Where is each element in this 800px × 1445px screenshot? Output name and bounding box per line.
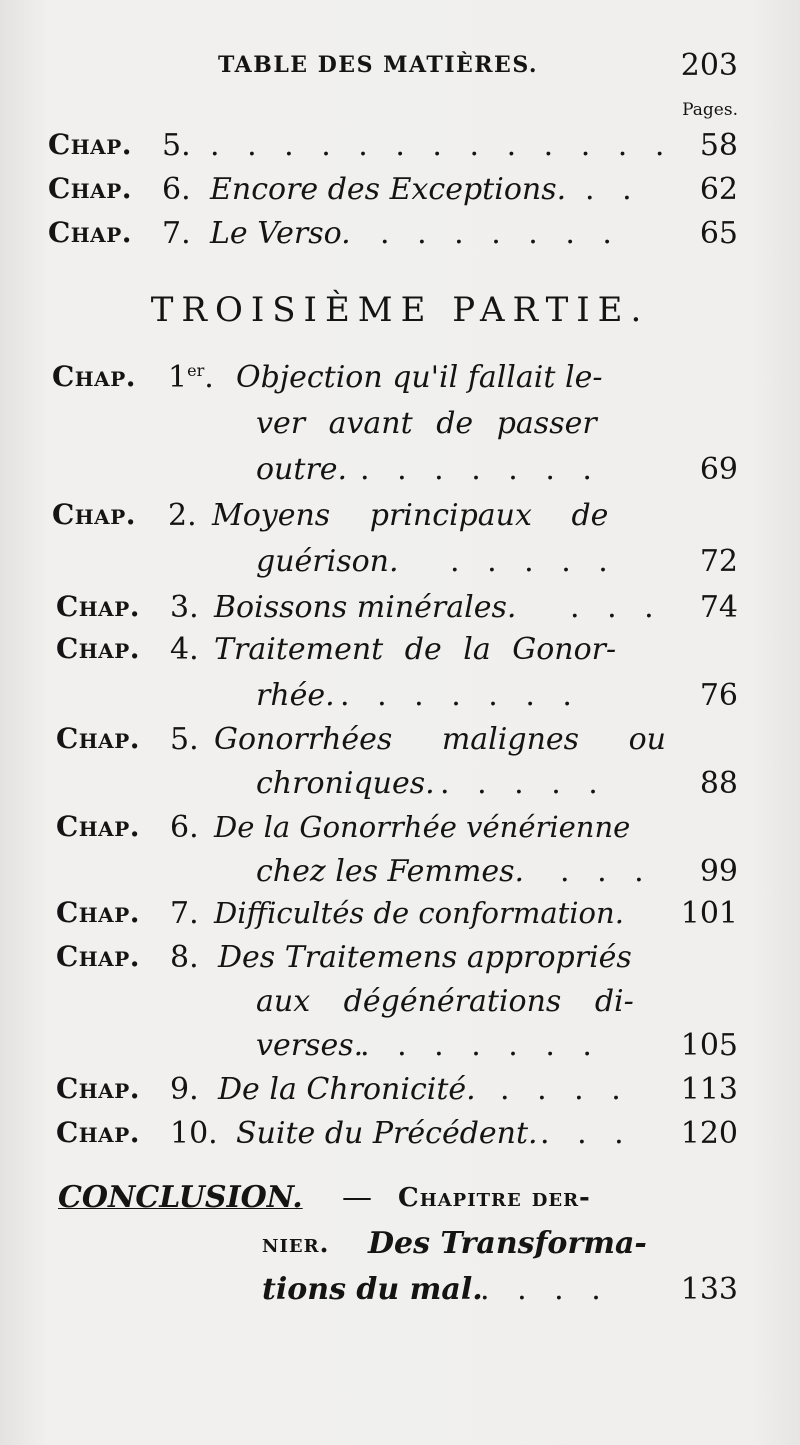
chap-number: 7.: [170, 896, 199, 931]
chap-number: 3.: [170, 590, 199, 625]
header-title: TABLE DES MATIÈRES.: [218, 52, 539, 78]
toc-entry: [0, 590, 800, 636]
chapitre-label: Chapitre der-: [398, 1183, 591, 1213]
chap-label: Chap.: [52, 498, 136, 531]
leader-dots: . . . . .: [450, 544, 617, 579]
toc-entry-cont: [0, 406, 800, 452]
entry-title: Des Transforma-: [368, 1226, 647, 1261]
leader-dots: . . . . . . .: [360, 1028, 601, 1063]
leader-dots: . . . . .: [440, 766, 607, 801]
chap-label: Chap.: [56, 896, 140, 929]
entry-title: Traitement de la Gonor-: [214, 632, 617, 667]
entry-page: 113: [680, 1072, 738, 1107]
toc-entry: [0, 940, 800, 986]
chapitre-label: nier.: [262, 1229, 330, 1259]
chap-label: Chap.: [48, 128, 132, 161]
entry-page: 65: [699, 216, 738, 251]
conclusion-entry: [0, 1180, 800, 1226]
leader-dots: . . .: [570, 590, 663, 625]
entry-page: 133: [680, 1272, 738, 1307]
entry-title: De la Chronicité.: [218, 1072, 476, 1107]
toc-entry-cont: [0, 766, 800, 812]
entry-title: guérison.: [256, 544, 399, 579]
chap-number: 6.: [162, 172, 191, 207]
toc-entry-cont: [0, 984, 800, 1030]
conclusion-dash: —: [342, 1180, 372, 1215]
entry-title: Suite du Précédent.: [236, 1116, 538, 1151]
chap-number: 6.: [170, 810, 199, 845]
entry-title: De la Gonorrhée vénérienne: [214, 810, 631, 844]
leader-dots: . . .: [540, 1116, 633, 1151]
entry-page: 69: [699, 452, 738, 487]
chap-number: 7.: [162, 216, 191, 251]
toc-entry: [0, 896, 800, 942]
chap-label: Chap.: [56, 590, 140, 623]
entry-page: 72: [699, 544, 738, 579]
chap-label: Chap.: [56, 632, 140, 665]
toc-entry: [0, 216, 800, 262]
section-title: TROISIÈME PARTIE.: [150, 290, 650, 330]
toc-entry-cont: [0, 854, 800, 900]
entry-page: 76: [699, 678, 738, 713]
toc-entry: [0, 722, 800, 768]
pages-column-label: Pages.: [682, 100, 738, 120]
entry-page: 101: [680, 896, 738, 931]
chap-number: 1er.: [168, 360, 214, 395]
leader-dots: . . .: [560, 854, 653, 889]
toc-entry: [0, 1072, 800, 1118]
entry-page: 120: [680, 1116, 738, 1151]
entry-title: aux dégénérations di-: [256, 984, 634, 1019]
chap-label: Chap.: [56, 810, 140, 843]
toc-entry: [0, 632, 800, 678]
chap-number: 9.: [170, 1072, 199, 1107]
entry-title: ver avant de passer: [256, 406, 597, 441]
entry-title: tions du mal.: [262, 1272, 483, 1307]
entry-title: Difficultés de conformation.: [214, 896, 624, 930]
conclusion-entry-cont: [0, 1226, 800, 1272]
entry-title: Gonorrhées malignes ou: [214, 722, 666, 757]
chap-label: Chap.: [56, 1072, 140, 1105]
entry-title: Des Traitemens appropriés: [218, 940, 632, 975]
entry-title: outre.: [256, 452, 348, 487]
entry-title: chez les Femmes.: [256, 854, 525, 889]
toc-entry: [0, 360, 800, 406]
leader-dots: . . . . . . . . . . . . .: [210, 128, 674, 163]
chap-label: Chap.: [48, 172, 132, 205]
leader-dots: . . . .: [480, 1272, 610, 1307]
entry-page: 105: [680, 1028, 738, 1063]
toc-entry-cont: [0, 678, 800, 724]
entry-page: 74: [699, 590, 738, 625]
leader-dots: . . . . . . .: [380, 216, 621, 251]
leader-dots: . . . . . . .: [360, 452, 601, 487]
toc-entry: [0, 1116, 800, 1162]
toc-entry: [0, 172, 800, 218]
toc-entry: [0, 498, 800, 544]
entry-title: verses.: [256, 1028, 364, 1063]
entry-page: 58: [699, 128, 738, 163]
toc-entry-cont: [0, 1028, 800, 1074]
chap-label: Chap.: [48, 216, 132, 249]
entry-title: Objection qu'il fallait le-: [236, 360, 603, 395]
chap-label: Chap.: [56, 940, 140, 973]
header-page-number: 203: [680, 48, 738, 83]
entry-title: Moyens principaux de: [212, 498, 609, 533]
chap-number: 5.: [162, 128, 191, 163]
running-header: [0, 50, 800, 90]
chap-label: Chap.: [56, 722, 140, 755]
chap-number: 10.: [170, 1116, 218, 1151]
leader-dots: . . . . . . .: [340, 678, 581, 713]
entry-title: Le Verso.: [210, 216, 351, 251]
leader-dots: . .: [585, 172, 641, 207]
entry-title: Encore des Exceptions.: [210, 172, 567, 207]
chap-label: Chap.: [56, 1116, 140, 1149]
chap-label: Chap.: [52, 360, 136, 393]
conclusion-entry-cont: [0, 1272, 800, 1318]
entry-title: Boissons minérales.: [214, 590, 517, 625]
toc-entry: [0, 128, 800, 174]
entry-title: chroniques.: [256, 766, 435, 801]
entry-title: rhée.: [256, 678, 335, 713]
chap-number: 5.: [170, 722, 199, 757]
entry-page: 88: [699, 766, 738, 801]
toc-entry-cont: [0, 544, 800, 590]
chap-number: 8.: [170, 940, 199, 975]
toc-entry-cont: [0, 452, 800, 498]
toc-entry: [0, 810, 800, 856]
chap-number: 4.: [170, 632, 199, 667]
conclusion-label: CONCLUSION.: [58, 1180, 303, 1215]
leader-dots: . . . .: [500, 1072, 630, 1107]
entry-page: 62: [699, 172, 738, 207]
entry-page: 99: [699, 854, 738, 889]
chap-number: 2.: [168, 498, 197, 533]
